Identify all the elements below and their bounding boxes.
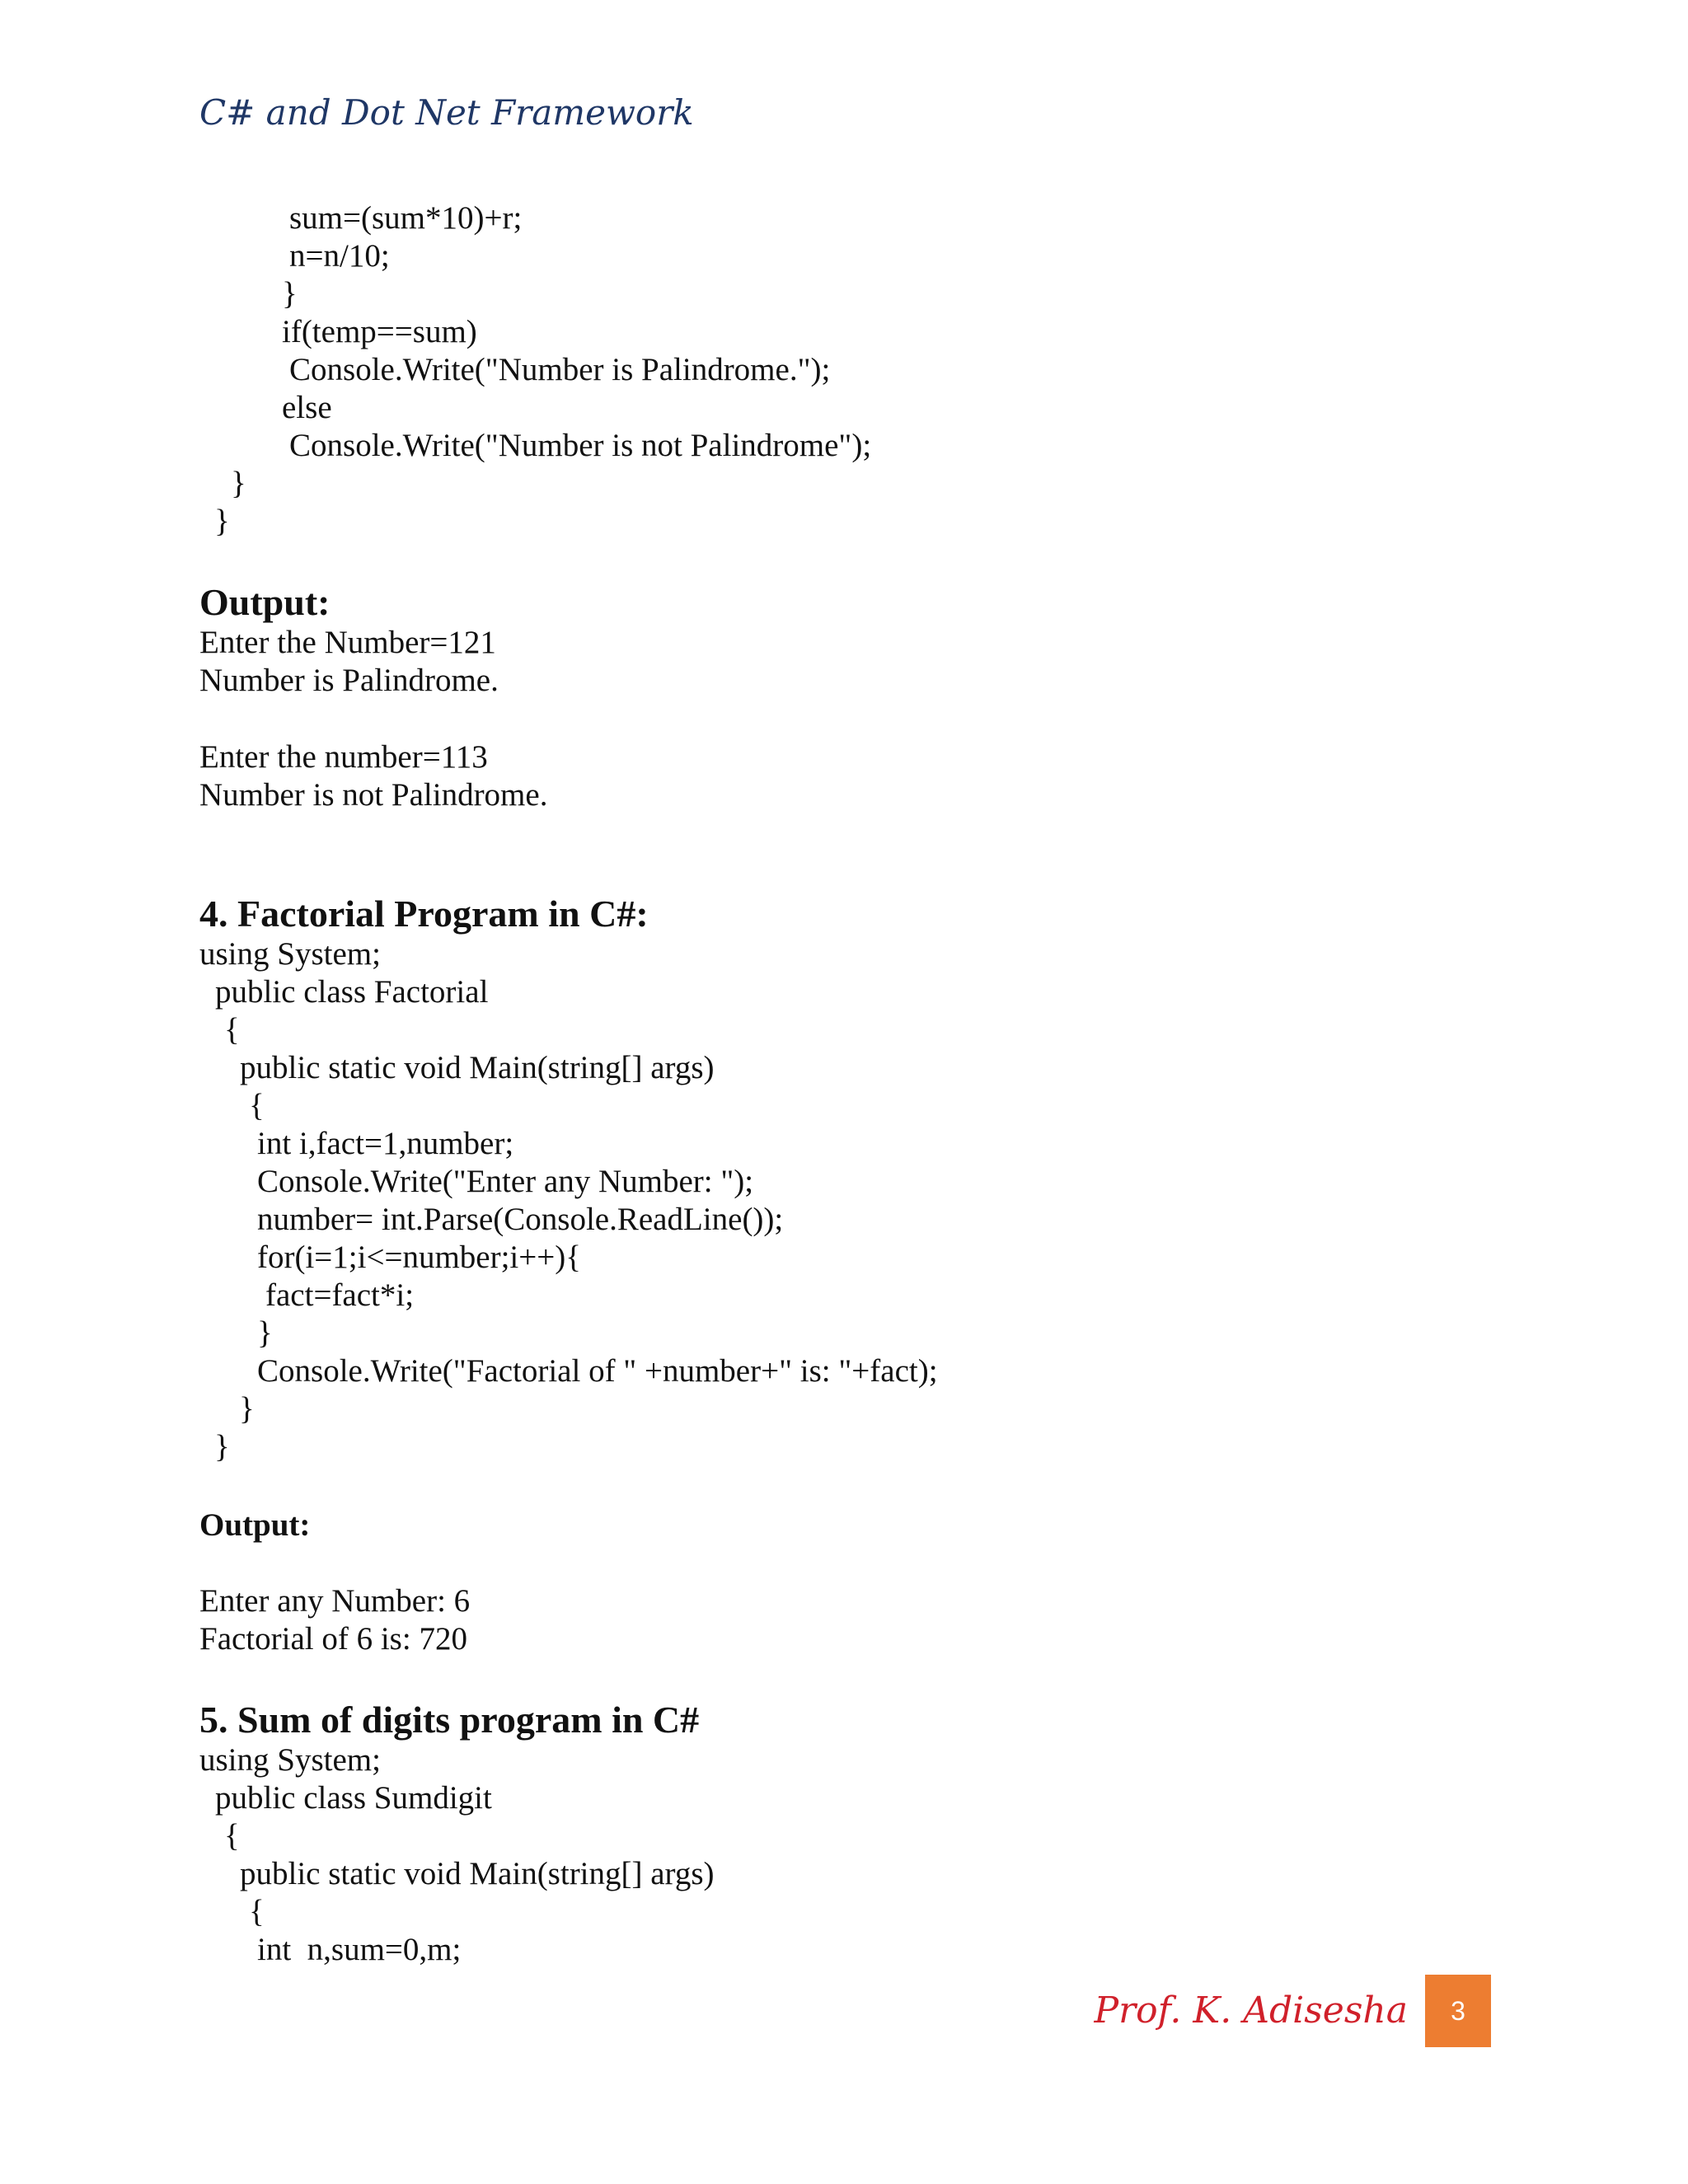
code-line: n=n/10; (289, 238, 390, 274)
code-line: for(i=1;i<=number;i++){ (257, 1240, 581, 1275)
output-heading: Output: (199, 1507, 311, 1543)
output-line: Number is Palindrome. (199, 663, 499, 698)
code-line: public static void Main(string[] args) (240, 1856, 715, 1891)
code-line: Console.Write("Number is Palindrome."); (289, 352, 831, 387)
code-line: public static void Main(string[] args) (240, 1050, 715, 1085)
code-line: int n,sum=0,m; (257, 1932, 462, 1967)
code-line: sum=(sum*10)+r; (289, 200, 523, 236)
code-line: Console.Write("Number is not Palindrome"); (289, 428, 872, 463)
output-line: Enter any Number: 6 (199, 1583, 471, 1619)
code-line: { (224, 1012, 240, 1047)
output-line: Number is not Palindrome. (199, 777, 548, 813)
code-line: { (249, 1088, 265, 1123)
code-line: using System; (199, 1742, 381, 1778)
document-header-title: C# and Dot Net Framework (199, 92, 694, 133)
code-line: Console.Write("Factorial of " +number+" is: "+fact); (257, 1353, 938, 1389)
code-line: Console.Write("Enter any Number: "); (257, 1164, 754, 1199)
code-line: number= int.Parse(Console.ReadLine()); (257, 1202, 784, 1237)
output-line: Enter the number=113 (199, 739, 488, 775)
output-line: Factorial of 6 is: 720 (199, 1621, 467, 1657)
code-line: } (239, 1391, 255, 1427)
section-heading-sum-of-digits: 5. Sum of digits program in C# (199, 1699, 700, 1741)
code-line: } (214, 1429, 230, 1465)
code-line: if(temp==sum) (282, 314, 477, 349)
code-line: int i,fact=1,number; (257, 1126, 514, 1161)
code-line: } (282, 276, 298, 312)
output-heading: Output: (199, 581, 331, 623)
code-line: public class Sumdigit (215, 1780, 492, 1816)
code-line: } (214, 504, 230, 539)
code-line: using System; (199, 936, 381, 972)
code-line: } (257, 1315, 273, 1351)
code-line: else (282, 390, 332, 425)
code-line: { (224, 1818, 240, 1854)
code-line: public class Factorial (215, 974, 489, 1010)
page-number-badge: 3 (1425, 1975, 1491, 2047)
section-heading-factorial: 4. Factorial Program in C#: (199, 893, 649, 935)
code-line: } (231, 466, 246, 501)
code-line: fact=fact*i; (265, 1277, 415, 1313)
code-line: { (249, 1894, 265, 1929)
footer-author: Prof. K. Adisesha (1094, 1990, 1408, 2032)
output-line: Enter the Number=121 (199, 625, 496, 660)
